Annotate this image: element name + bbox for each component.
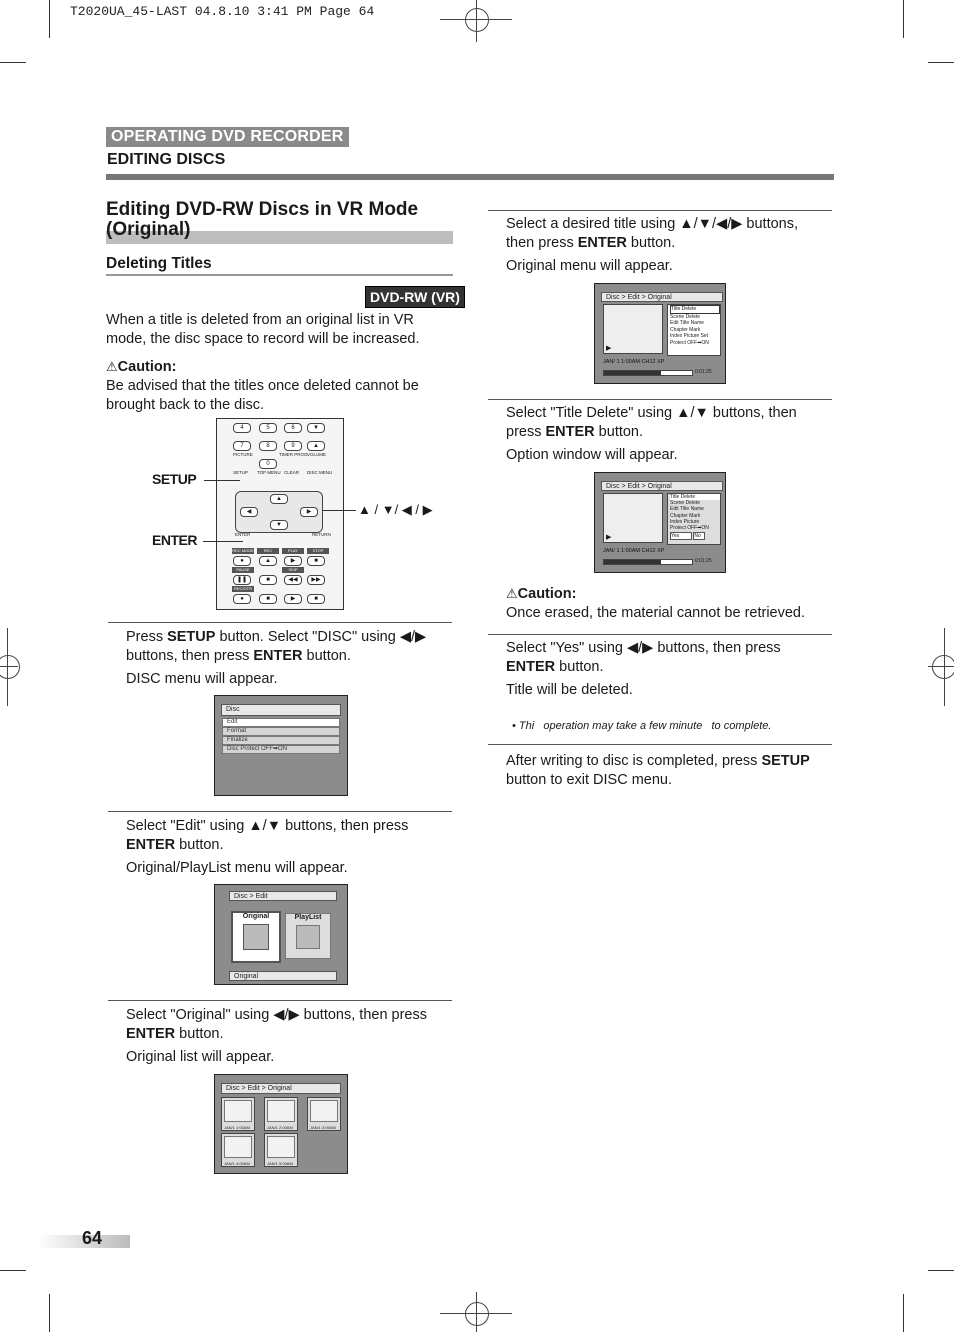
caution-label: Caution: — [517, 586, 577, 602]
chevron-up-icon: ▲ — [307, 441, 325, 451]
play-icon: ▶ — [284, 556, 302, 566]
crop-mark — [0, 1270, 26, 1271]
remote-label: SETUP — [233, 470, 249, 475]
play-icon: ▶ — [606, 534, 612, 541]
title-thumbnail — [221, 1097, 255, 1131]
title-thumbnail — [264, 1097, 298, 1131]
step-result: Option window will appear. — [506, 447, 678, 463]
step-result: Original menu will appear. — [506, 258, 673, 274]
pause-icon: ❚❚ — [233, 575, 251, 585]
progress-bar — [603, 370, 693, 376]
remote-key: 0 — [259, 459, 277, 469]
option-item: Scene Delete — [670, 313, 701, 320]
step-text: After writing to disc is completed, press — [506, 753, 762, 769]
step-divider — [108, 1000, 452, 1001]
option-item: Scene Delete — [670, 500, 701, 507]
original-list-screen — [214, 1074, 348, 1174]
registration-mark — [476, 0, 477, 42]
playlist-option — [285, 913, 331, 959]
section-tag: OPERATING DVD RECORDER — [106, 127, 349, 147]
osd-title: Disc > Edit > Original — [221, 1083, 341, 1094]
original-menu-screen — [594, 283, 726, 384]
step-text: Press — [126, 629, 168, 645]
rewind-icon: ◀◀ — [284, 575, 302, 585]
option-list — [667, 304, 721, 356]
remote-label: RETURN — [312, 532, 331, 537]
callout-line — [204, 480, 240, 481]
crop-mark — [903, 1294, 904, 1332]
osd-footer: Original — [229, 971, 337, 981]
osd-item-edit: Edit — [222, 718, 340, 727]
play-icon: ▶ — [606, 345, 612, 352]
intro-text: When a title is deleted from an original list in VR mode, the disc space to record will be increased. — [106, 312, 420, 347]
callout-line — [322, 510, 356, 511]
section-heading: Deleting Titles — [106, 255, 212, 272]
crop-mark — [903, 0, 904, 38]
title-thumbnail — [264, 1133, 298, 1167]
step-result: Original list will appear. — [126, 1049, 275, 1065]
preview-window — [603, 304, 663, 354]
registration-mark — [944, 628, 945, 706]
elapsed-time: 0:01:25 — [695, 558, 712, 564]
edit-menu-screen — [214, 884, 348, 985]
step-result: DISC menu will appear. — [126, 671, 278, 687]
page-number: 64 — [82, 1228, 103, 1248]
chevron-down-icon: ▼ — [307, 423, 325, 433]
registration-mark — [7, 628, 8, 706]
registration-mark — [932, 655, 954, 679]
option-item: Edit Title Name — [670, 506, 704, 513]
step-1 — [126, 628, 452, 689]
step-text: button. — [175, 1026, 224, 1042]
original-option-label: Original — [242, 913, 270, 920]
progress-bar — [603, 559, 693, 565]
step-key: ENTER — [506, 659, 556, 675]
step-text: button. — [594, 424, 644, 440]
osd-title: Disc > Edit > Original — [601, 292, 723, 302]
title-thumbnail — [221, 1133, 255, 1167]
caution-block-1 — [106, 357, 451, 415]
thumbnail-caption: JAN/1 4:00AM — [224, 1161, 250, 1166]
remote-label: REC/OTR — [234, 586, 252, 591]
playlist-option-label: PlayList — [294, 914, 322, 921]
cube-icon — [243, 924, 269, 950]
step-2 — [126, 817, 452, 878]
remote-label: REC MODE — [232, 548, 254, 553]
step-3 — [126, 1006, 452, 1067]
step-divider — [488, 744, 832, 745]
remote-label: CLEAR — [284, 470, 300, 475]
record-icon: ● — [233, 594, 251, 604]
disc-menu-screen — [214, 695, 348, 796]
remote-key: 8 — [259, 441, 277, 451]
print-slug: T2020UA_45-LAST 04.8.10 3:41 PM Page 64 — [70, 4, 375, 19]
remote-key: 9 — [284, 441, 302, 451]
crop-mark — [49, 0, 50, 38]
osd-item-protect: Disc Protect OFF➡ON — [222, 745, 340, 754]
remote-label: DISC MENU — [307, 470, 333, 475]
remote-label: VOLUME — [307, 452, 327, 457]
caution-block-2 — [506, 584, 826, 623]
dpad — [235, 491, 323, 533]
option-item: Index Picture — [670, 518, 700, 525]
original-option — [231, 911, 281, 963]
option-item: Index Picture Set — [670, 333, 709, 339]
step-divider — [488, 399, 832, 400]
heading-underline — [106, 274, 453, 276]
step-text: button. — [175, 837, 224, 853]
chevron-up-icon: ▲ — [259, 556, 277, 566]
osd-item-finalize: Finalize — [222, 736, 340, 745]
remote-key: 7 — [233, 441, 251, 451]
no-option: No — [693, 532, 705, 540]
thumbnail-caption: JAN/1 5:00AM — [267, 1161, 293, 1166]
remote-key: 4 — [233, 423, 251, 433]
warning-icon: ⚠ — [106, 359, 118, 374]
yes-option: Yes — [670, 532, 692, 540]
option-item: Edit Title Name — [670, 320, 704, 326]
final-instruction — [506, 752, 828, 790]
registration-mark — [0, 655, 20, 679]
step-key: ENTER — [545, 424, 595, 440]
osd-item-format: Format — [222, 727, 340, 736]
stop-icon: ■ — [307, 556, 325, 566]
remote-label: PAUSE — [232, 567, 254, 573]
step-result: Title will be deleted. — [506, 682, 633, 698]
option-item: Chapter Mark — [670, 326, 701, 333]
remote-label: STOP — [307, 548, 329, 554]
title-thumbnail — [307, 1097, 341, 1131]
step-key: ENTER — [253, 648, 303, 664]
step-text: Select "Original" using ◀/▶ buttons, then press — [126, 1007, 427, 1023]
stop-icon: ■ — [307, 594, 325, 604]
step-divider — [488, 634, 832, 635]
chevron-up-icon: ▲ — [270, 494, 288, 504]
record-icon: ● — [233, 556, 251, 566]
step-divider — [108, 811, 452, 812]
step-divider — [488, 210, 832, 211]
remote-label: SKIP — [282, 567, 304, 573]
option-title-delete: Title Delete — [670, 494, 720, 500]
chevron-down-icon: ▼ — [270, 520, 288, 530]
step-text: button to exit DISC menu. — [506, 772, 673, 788]
thumbnail-caption: JAN/1 3:00AM — [310, 1125, 336, 1130]
remote-key: 6 — [284, 423, 302, 433]
fast-forward-icon: ▶▶ — [307, 575, 325, 585]
remote-control-illustration — [216, 418, 344, 610]
step-text: button. Select "DISC" using ◀/▶ buttons, then press — [126, 629, 427, 664]
preview-window — [603, 493, 663, 543]
caution-text: Be advised that the titles once deleted cannot be brought back to the disc. — [106, 378, 419, 413]
note-text: • Thi operation may take a few minute to complete. — [512, 720, 772, 732]
step-text: Select "Edit" using ▲/▼ buttons, then press — [126, 818, 409, 834]
chevron-left-icon: ◀ — [240, 507, 258, 517]
step-text: Select a desired title using ▲/▼/◀/▶ buttons, then press — [506, 216, 799, 251]
remote-key: 5 — [259, 423, 277, 433]
remote-label: PLAY — [282, 548, 304, 554]
registration-mark — [0, 666, 18, 667]
crop-mark — [0, 62, 26, 63]
step-key: ENTER — [126, 1026, 176, 1042]
remote-label: ENTER — [235, 532, 251, 537]
caution-text: Once erased, the material cannot be retrieved. — [506, 605, 806, 621]
osd-title: Disc — [221, 704, 341, 716]
elapsed-time: 0:01:25 — [695, 369, 712, 375]
remote-label: TOP MENU — [257, 470, 281, 475]
step-text: button. — [626, 235, 676, 251]
warning-icon: ⚠ — [506, 586, 518, 601]
step-4 — [506, 215, 826, 276]
callout-enter: ENTER — [152, 532, 197, 548]
step-6 — [506, 639, 826, 700]
recording-info: JAN/ 1 1:00AM CH12 XP — [603, 548, 665, 554]
subsection-title: EDITING DISCS — [107, 151, 226, 168]
disc-type-badge: DVD-RW (VR) — [365, 286, 465, 308]
callout-arrows: ▲ / ▼/ ◀ / ▶ — [358, 502, 433, 517]
step-key: ENTER — [126, 837, 176, 853]
step-key: SETUP — [761, 753, 810, 769]
caution-label: Caution: — [117, 359, 177, 375]
step-text: Select "Yes" using ◀/▶ buttons, then press — [506, 640, 781, 656]
play-icon: ▶ — [284, 594, 302, 604]
registration-mark — [476, 1292, 477, 1332]
page-title: Editing DVD-RW Discs in VR Mode (Original) — [106, 199, 419, 240]
osd-title: Disc > Edit — [229, 891, 337, 901]
crop-mark — [49, 1294, 50, 1332]
step-divider — [108, 622, 452, 623]
remote-label: TIMER PROG. — [279, 452, 309, 457]
step-text: button. — [302, 648, 351, 664]
header-divider — [106, 174, 834, 180]
option-item: Protect OFF➡ON — [670, 525, 709, 532]
step-5 — [506, 404, 826, 465]
callout-setup: SETUP — [152, 471, 197, 487]
recording-info: JAN/ 1 1:00AM CH12 XP — [603, 359, 665, 365]
stop-icon: ■ — [259, 594, 277, 604]
osd-title: Disc > Edit > Original — [601, 481, 723, 491]
cube-icon — [296, 925, 320, 949]
callout-line — [203, 541, 243, 542]
option-item: Chapter Mark — [670, 512, 701, 519]
option-window-screen — [594, 472, 726, 573]
registration-mark — [465, 8, 489, 32]
step-text: button. — [555, 659, 604, 675]
step-key: SETUP — [167, 629, 216, 645]
option-title-delete: Title Delete — [670, 305, 720, 314]
registration-mark — [928, 666, 954, 667]
registration-mark — [465, 1302, 489, 1326]
step-result: Original/PlayList menu will appear. — [126, 860, 348, 876]
option-item: Protect OFF➡ON — [670, 339, 709, 346]
thumbnail-caption: JAN/1 2:00AM — [267, 1125, 293, 1130]
crop-mark — [928, 1270, 954, 1271]
remote-label: REC — [257, 548, 279, 554]
thumbnail-caption: JAN/1 1:00AM — [224, 1125, 250, 1130]
step-text: Select "Title Delete" using ▲/▼ buttons, then press — [506, 405, 797, 440]
option-list — [667, 493, 721, 545]
remote-label: PICTURE — [233, 452, 253, 457]
crop-mark — [928, 62, 954, 63]
step-key: ENTER — [577, 235, 627, 251]
chevron-right-icon: ▶ — [300, 507, 318, 517]
stop-icon: ■ — [259, 575, 277, 585]
